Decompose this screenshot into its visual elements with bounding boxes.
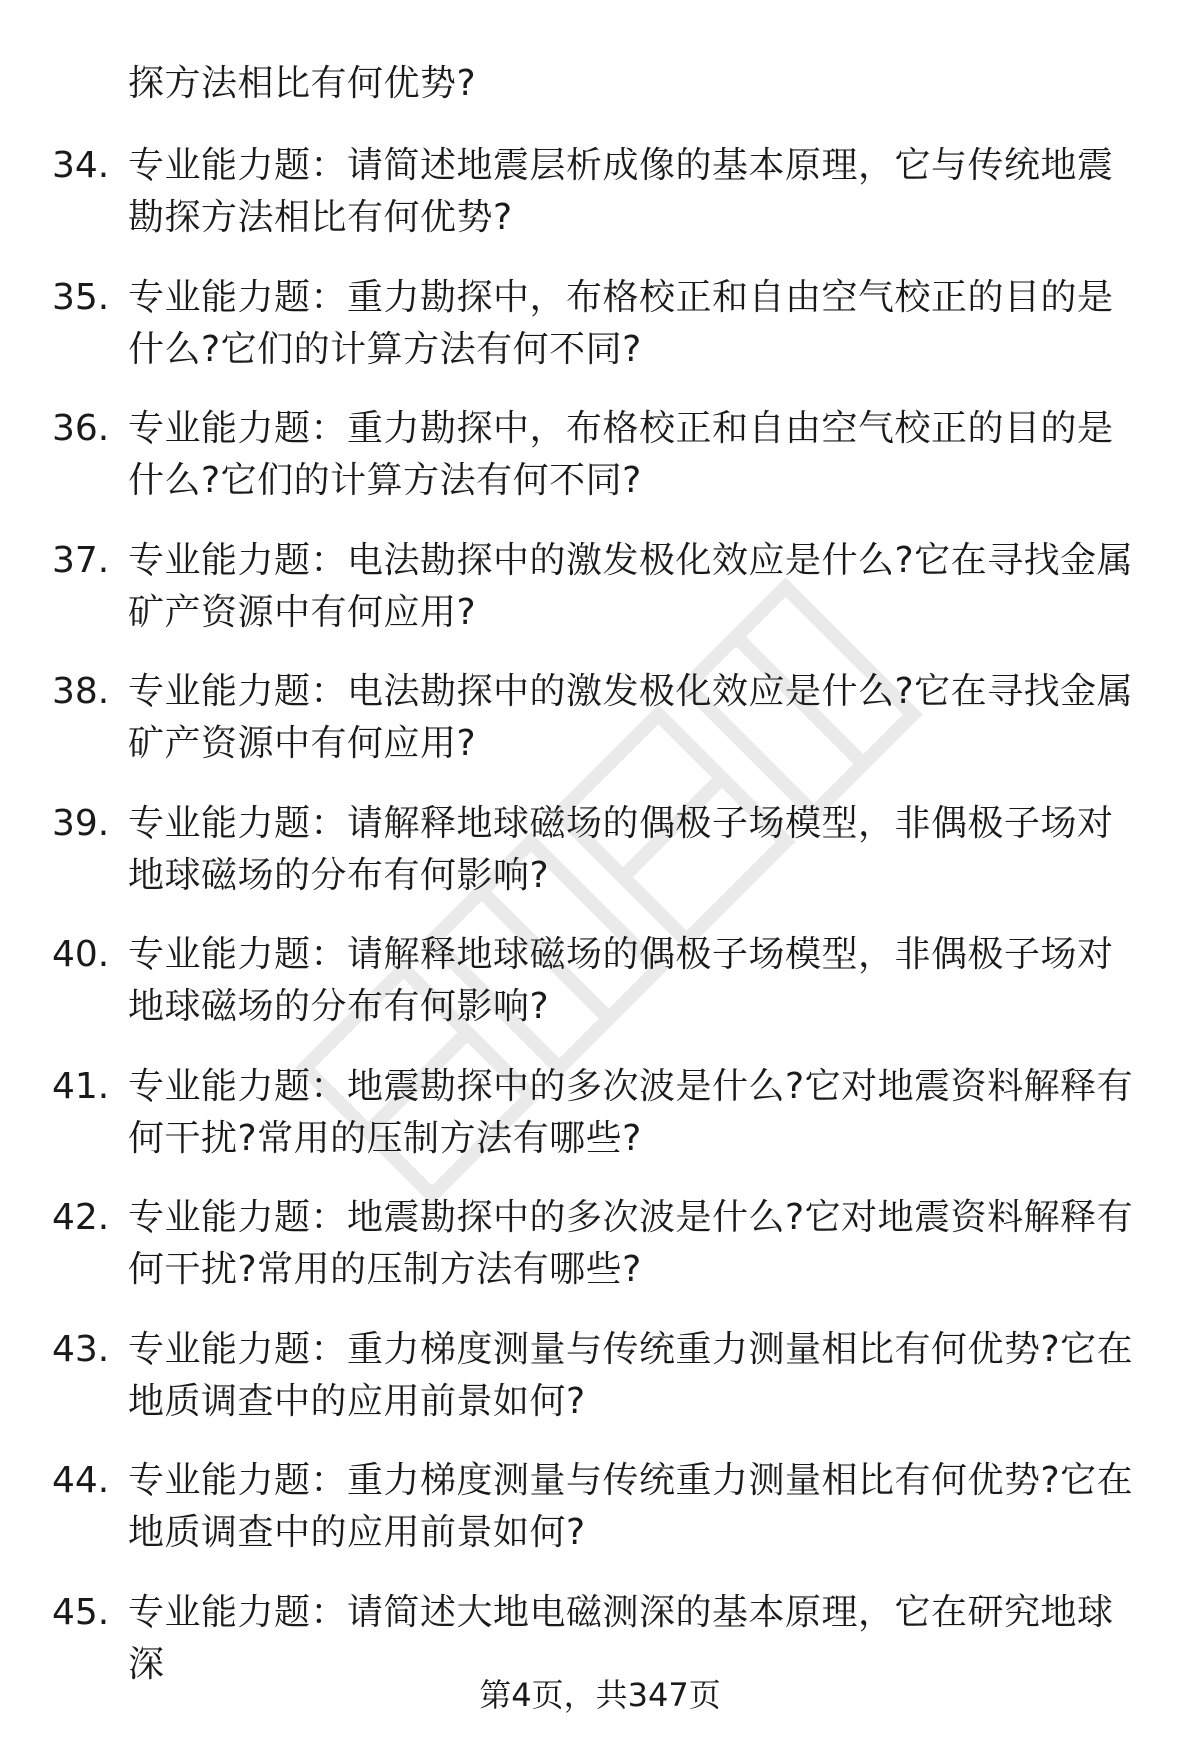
question-text: 专业能力题：请简述大地电磁测深的基本原理，它在研究地球深 <box>128 1591 1114 1685</box>
question-list <box>0 140 1200 1718</box>
question-text: 专业能力题：请简述地震层析成像的基本原理，它与传统地震勘探方法相比有何优势? <box>128 145 1114 238</box>
question-text: 专业能力题：请解释地球磁场的偶极子场模型，非偶极子场对地球磁场的分布有何影响? <box>128 934 1114 1027</box>
question-item <box>0 140 1200 272</box>
question-item <box>0 1324 1200 1456</box>
question-number: 39. <box>52 802 110 844</box>
question-item <box>0 535 1200 667</box>
question-item <box>0 798 1200 930</box>
question-text: 专业能力题：重力勘探中，布格校正和自由空气校正的目的是什么?它们的计算方法有何不同? <box>128 276 1114 370</box>
question-number: 38. <box>52 671 110 712</box>
question-number: 44. <box>52 1460 110 1501</box>
question-number: 34. <box>52 145 110 186</box>
question-text: 专业能力题：电法勘探中的激发极化效应是什么?它在寻找金属矿产资源中有何应用? <box>128 539 1134 633</box>
question-number: 36. <box>52 408 110 449</box>
question-number: 35. <box>52 276 110 318</box>
question-text: 专业能力题：重力梯度测量与传统重力测量相比有何优势?它在地质调查中的应用前景如何? <box>128 1328 1134 1422</box>
question-item <box>0 1061 1200 1193</box>
question-item <box>0 929 1200 1061</box>
continued-question-text: 探方法相比有何优势? <box>128 63 477 104</box>
question-item <box>0 1192 1200 1324</box>
question-item <box>0 666 1200 798</box>
question-text: 专业能力题：电法勘探中的激发极化效应是什么?它在寻找金属矿产资源中有何应用? <box>128 671 1134 764</box>
question-number: 40. <box>52 934 110 975</box>
question-text: 专业能力题：地震勘探中的多次波是什么?它对地震资料解释有何干扰?常用的压制方法有哪些? <box>128 1197 1134 1290</box>
question-item <box>0 403 1200 535</box>
question-number: 41. <box>52 1065 110 1107</box>
question-text: 专业能力题：地震勘探中的多次波是什么?它对地震资料解释有何干扰?常用的压制方法有哪些? <box>128 1065 1134 1159</box>
question-number: 43. <box>52 1328 110 1370</box>
question-number: 42. <box>52 1197 110 1238</box>
question-item <box>0 1455 1200 1587</box>
question-text: 专业能力题：重力勘探中，布格校正和自由空气校正的目的是什么?它们的计算方法有何不同? <box>128 408 1114 501</box>
question-item <box>0 272 1200 404</box>
question-number: 45. <box>52 1591 110 1633</box>
question-text: 专业能力题：请解释地球磁场的偶极子场模型，非偶极子场对地球磁场的分布有何影响? <box>128 802 1114 896</box>
question-text: 专业能力题：重力梯度测量与传统重力测量相比有何优势?它在地质调查中的应用前景如何? <box>128 1460 1134 1553</box>
question-number: 37. <box>52 539 110 581</box>
page-number-footer: 第4页，共347页 <box>479 1676 721 1714</box>
